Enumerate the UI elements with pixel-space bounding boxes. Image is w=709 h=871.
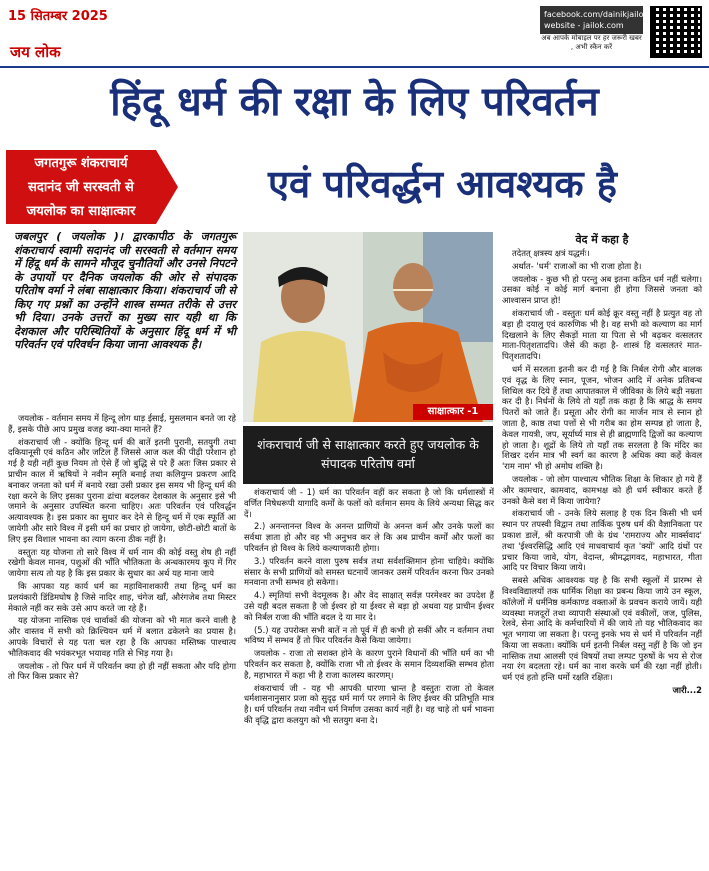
scan-note: अब आपके मोबाइल पर हर जरूरी खबर , अभी स्कैन करें bbox=[541, 34, 642, 51]
kicker-line: जयलोक का साक्षात्कार bbox=[26, 204, 136, 219]
paragraph: शंकराचार्य जी - क्योंकि हिन्दू धर्म की बातें इतनी पुरानी, सतयुगी तथा दकियानूसी एवं कठिन और जटिल हैं जिससे आज कल की पीढ़ी परेशान हो गई है यही नहीं कुछ नियम तो ऐसे हैं जो बुद्धि से परे हैं अतः जिस प्रकार से प्राचीन काल में ऋषियों ने नवीन स्मृति बनाई तथा कलियुग्न प्रकरण आदि बनाकर जनता को धर्म में बनाये रखा उसी प्रकार इस समय भी हिन्दू धर्म की रक्षा करने के लिए इसका पुराना ढांचा बदलकर देशकाल के अनुसार इसे भी जमाने के अनुसार उपस्थित करना चाहिए। अतः परिवर्तन एवं परिवर्द्धन अत्यावश्यक है। इस प्रकार का सुधार कर देने से हिन्दू धर्म में एक स्फूर्ति आ जायेगी और सारे विश्व में इसी धर्म का प्रचार हो जायेगा, छोटी-छोटी बातों के लिए इस विशाल भावना का त्याग करना ठीक नहीं है। bbox=[8, 436, 236, 544]
website-link[interactable]: website - jailok.com bbox=[544, 21, 624, 30]
photo-tag: साक्षात्कार -1 bbox=[413, 404, 493, 420]
paragraph: (5.) यह उपरोक्त सभी बातें न तो पूर्व में ही कभी हो सकीं और न वर्तमान तथा भविष्य में सम्भव हैं तो फिर परिवर्तन कैसे किया जायेगा। bbox=[244, 624, 494, 646]
paragraph: शंकराचार्य जी - वस्तुतः धर्म कोई क्रूर वस्तु नहीं है प्रत्युत वह तो बड़ा ही दयालु एवं कारुणिक भी है। वह सभी को कल्याण का मार्ग दिखलाने के लिए सैकड़ों माता या पिता से भी बढ़कर वत्सलतर माता-पितृशतादपि। जैसे की कहा है- शास्त्रं हि वत्सलतरं मात-पितृशतादपि। bbox=[502, 307, 702, 362]
newspaper-logo: जय लोक bbox=[10, 43, 61, 61]
interview-photo bbox=[243, 232, 493, 422]
paragraph: जयलोक - कुछ भी हो परन्तु अब इतना कठिन धर्म नहीं चलेगा। उसका कोई न कोई मार्ग बनाना ही होगा जिससे जनता को आश्वासन प्राप्त हो! bbox=[502, 273, 702, 306]
kicker-line: जगतगुरू शंकराचार्य bbox=[34, 156, 128, 171]
paragraph: शंकराचार्य जी - 1) धर्म का परिवर्तन वहीं कर सकता है जो कि धर्मशास्त्रों में वर्णित निषेधरूपी यागादि कर्मों के फलों को वर्तमान समय के लिये अन्यथा सिद्ध कर दें। bbox=[244, 487, 494, 519]
paragraph: 3.) परिवर्तन करने वाला पुरुष सर्वत्र तथा सर्वशक्तिमान होना चाहिये। क्योंकि संसार के सभी प्राणियों को समस्त घटनायें जानकर उसमें परिवर्तन करना फिर उनको मनवाना तभी सम्भव हो सकेगा। bbox=[244, 555, 494, 588]
intro-paragraph: जबलपुर ( जयलोक )। द्वारकापीठ के जगतगुरू शंकराचार्य स्वामी सदानंद जी सरस्वती से वर्तमान समय में हिंदू धर्म के सामने मौजूद चुनौतियों और उनसे निपटने के उपायों पर दैनिक जयलोक की ओर से संपादक परितोष वर्मा ने लंबा साक्षात्कार किया। शंकराचार्य जी से किए गए प्रश्नों का उन्होंने शास्त्र सम्मत तरीके से उत्तर भी दिया। उनके उत्तरों का मुख्य सार यही था कि देशकाल और परिस्थितियों के अनुसार हिंदू धर्म में भी परिवर्तन एवं परिवर्धन किया जाना आवश्यक है। bbox=[14, 230, 236, 351]
paragraph: शंकराचार्य जी - उनके लिये सलाह है एक दिन किसी भी धर्म स्थान पर तपस्वी विद्वान तथा तार्किक पुरुष धर्म की वैज्ञानिकता पर प्रकाश डालें, श्री करपात्री जी के ग्रंथ 'रामराज्य और मार्क्सवाद' तथा 'ईश्वरसिद्धि आदि एवं माधवाचार्य कृत 'क्यों' आदि ग्रंथों पर प्रचार किया जावे, योग, वेदान्त, श्रीमद्भागवद, महाभारत, गीता आदि पर विचार किया जाये। bbox=[502, 508, 702, 573]
paragraph: जयलोक - जो लोग पाश्चात्य भौतिक शिक्षा के शिकार हो गये हैं और कामचार, कामवाद, कामभक्ष को ही धर्म स्वीकार करते हैं उनको कैसे वश में किया जायेगा? bbox=[502, 473, 702, 506]
photo-illustration bbox=[243, 232, 493, 422]
social-links bbox=[540, 6, 649, 34]
article-column-1 bbox=[8, 413, 236, 684]
paragraph: जयलोक - वर्तमान समय में हिन्दू लोग धाड़ ईसाई, मुसलमान बनते जा रहे हैं, इसके पीछे आप प्रमुख वजह क्या-क्या मानते हैं? bbox=[8, 413, 236, 434]
paragraph: यह योजना नास्तिक एवं चार्वाकों की योजना को भी मात करने वाली है और वास्तव में सभी को क्रिश्चियन धर्म में बलात ढकेलने का प्रयास है। आपके विचारों से यह पता चल रहा है कि आपका मस्तिष्क पाश्चात्य भौतिकवाद की भयंकरभूत भयावह गति से भिड़ गया है। bbox=[8, 615, 236, 658]
paragraph: अर्थात- 'धर्म' राजाओं का भी राजा होता है। bbox=[512, 260, 642, 271]
facebook-link[interactable]: facebook.com/dainikjailok bbox=[544, 10, 649, 19]
kicker-box bbox=[6, 150, 156, 224]
qr-code-icon[interactable] bbox=[650, 6, 702, 58]
paragraph: 4.) स्मृतियां सभी वेदमूलक है। और वेद साक्षात् सर्वज्ञ परमेश्वर का उपदेश हैं उसे यही बदल सकता है जो ईश्वर हो या ईश्वर से बड़ा हो अथवा यह प्राचीन ईश्वर को निर्बल राजा की भाँति बदल दे या मार दे। bbox=[244, 590, 494, 622]
paragraph: कि आपका यह कार्य धर्म का महाविनाशकारी तथा हिन्दू धर्म का प्रलयंकारी डिंडिमघोष है जिसे नादिर शाह, चंगेज खाँ, औरंगजेब तथा मिस्टर मेकाले नहीं कर सके उसे आप करते जा रहे हैं। bbox=[8, 580, 236, 613]
paragraph: धर्म में सरलता इतनी कर दी गई है कि निर्बल रोगी और बालक एवं वृद्ध के लिए स्नान, पूजन, भोजन आदि में अनेक प्रतिबन्ध शिथिल कर दिये हैं तथा आपातकाल में जीविका के लिये बड़ी नम्रता कर दी है। निर्धनों के लिये तो यहाँ तक कहा है कि श्राद्ध के समय पितरों को जाते हैं। प्रसूता और रोगी का मार्जन मात्र से स्नान हो जाता है, काष्ठ तथा पत्तों से भी गरीब का होम सम्पन्न हो जाता है, केवल गायत्री, जप, सूर्यार्घ्य मात्र से ही ब्राह्मणादि द्विजों का कल्याण हो जाता है। शूद्रों के लिये तो यहाँ तक सरलता है कि मंदिर का शिखर दर्शन मात्र भी स्वर्ग का कारण है अधिक क्या कहें केवल 'राम नाम' भी हो अमोघ शक्ति है। bbox=[502, 363, 702, 472]
paragraph: सबसे अधिक आवश्यक यह है कि सभी स्कूलों में प्रारम्भ से विश्वविद्यालयों तक धार्मिक शिक्षा का प्रबन्ध किया जाये उन स्कूल, कॉलेजों में धर्मनिष्ठ कर्मकाण्ड वक्ताओं के प्रवचन कराये जायें। यही व्यवस्था मजदूरों तथा व्यापारी संस्थाओं एवं वकीलों, जज, पुलिस, रेलवे, सेना आदि के कर्मचारियों में की जाये तो यह भौतिकवाद का भूत भगाया जा सकता है। परन्तु इनके भय से धर्म में परिवर्तन नहीं किया जा सकता। क्योंकि धर्म इतनी निर्बल वस्तु नहीं है कि जो इन नास्तिक तथा आलसी एवं विषयों तथा लम्पट पुरुषों के भय से रोज नया रंग बदलता रहे। धर्म का नाश करके धर्म की रक्षा नहीं होती। धर्म एवं हतो हन्ति धर्मो रक्षति रक्षितः। bbox=[502, 575, 702, 683]
paragraph: वस्तुतः यह योजना तो सारे विश्व में धर्म नाम की कोई वस्तु शेष ही नहीं रखेगी केवल मानव, पशुओं की भाँति भौतिकता के अन्धकारमय कूप में गिर जायेगा सत्य तो यह है कि इस प्रकार के सुधार का अर्थ यह माना जाये bbox=[8, 546, 236, 579]
article-column-2 bbox=[244, 487, 494, 728]
article-column-3 bbox=[502, 248, 702, 698]
paragraph: शंकराचार्य जी - यह भी आपकी धारणा भ्रान्त है वस्तुतः राजा तो केवल धर्मशासनानुसार प्रजा को सुदृढ़ धर्म मार्ग पर लगाने के लिए ईश्वर की प्रतिभूति मात्र है। धर्म परिवर्तन तथा नवीन धर्म निर्माण उसका कार्य नहीं है। वह चाहे तो धर्म भावना की वृद्धि द्वारा कलयुग को भी सतयुग बना दे। bbox=[244, 682, 494, 725]
headline-line2: एवं परिवर्द्धन आवश्यक है bbox=[268, 162, 617, 206]
kicker-arrow bbox=[156, 150, 178, 224]
issue-date: 15 सितम्बर 2025 bbox=[8, 9, 108, 24]
paragraph: तदेतत् क्षत्रस्य क्षत्रं यद्धर्मः। bbox=[512, 248, 590, 258]
continued-label: जारी...2 bbox=[672, 685, 702, 696]
paragraph: 2.) अनन्तानन्त विश्व के अनन्त प्राणियों के अनन्त कर्म और उनके फलों का सर्वथा ज्ञाता हो और वह भी अनुभव कर ले कि अब प्राचीन कर्मों और फलों का परिवर्तन हो विश्व के लिये कल्याणकारी होगा। bbox=[244, 521, 494, 553]
kicker-line: सदानंद जी सरस्वती से bbox=[28, 180, 134, 195]
section-heading: वेद में कहा है bbox=[575, 233, 629, 246]
paragraph: जयलोक - तो फिर धर्म में परिवर्तन क्या हो ही नहीं सकता और यदि होगा तो फिर किस प्रकार से? bbox=[8, 660, 236, 682]
photo-caption: शंकराचार्य जी से साक्षात्कार करते हुए जयलोक के संपादक परितोष वर्मा bbox=[243, 426, 493, 484]
paragraph: जयलोक - राजा तो सशक्त होने के कारण पुराने विधानों की भाँति धर्म का भी परिवर्तन कर सकता है, क्योंकि राजा भी तो ईश्वर के समान दिव्यशक्ति सम्भव होता है, महाभारत में कहा भी है राजा कालस्य कारणम्। bbox=[244, 648, 494, 680]
masthead-rule bbox=[0, 66, 709, 68]
headline-line1: हिंदू धर्म की रक्षा के लिए परिवर्तन bbox=[110, 79, 599, 125]
